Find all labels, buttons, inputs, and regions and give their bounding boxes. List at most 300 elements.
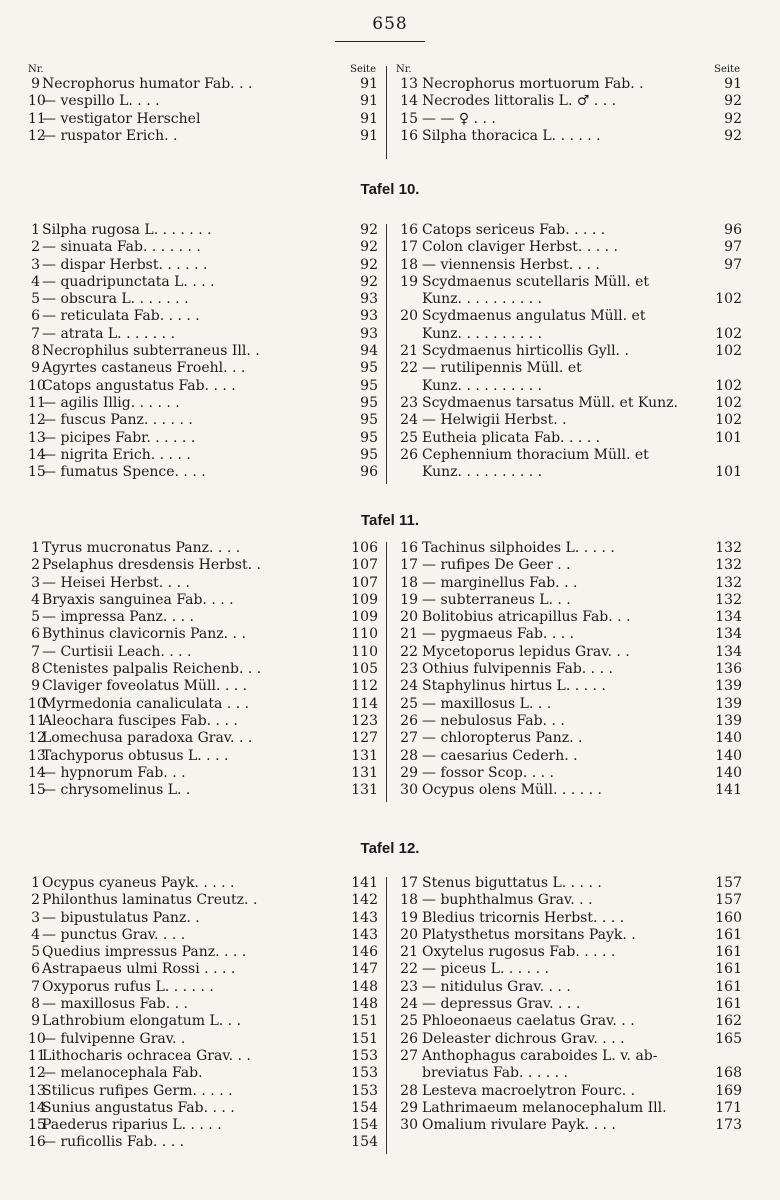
entry-number: 15 [28,464,46,481]
index-entry [28,274,378,291]
entry-page: 114 [351,695,378,712]
entry-name: Necrodes littoralis L. ♂ . . . [422,93,617,110]
entry-page: 141 [351,875,378,891]
entry-page: 95 [360,377,378,394]
entry-number: 27 [400,1047,418,1064]
index-entry [396,343,742,360]
index-entry [396,944,742,961]
index-entry [28,1048,378,1065]
page-number: 658 [372,14,408,34]
entry-page: 140 [715,764,742,781]
entry-number: 9 [31,1013,40,1030]
entry-page: 92 [360,273,378,290]
entry-number: 3 [31,256,40,273]
index-entry [28,1100,378,1117]
entry-page: 110 [351,643,378,660]
index-entry [396,326,742,343]
entry-name: Mycetoporus lepidus Grav. . . [422,643,630,660]
index-entry [396,1013,742,1030]
entry-name: — Helwigii Herbst. . [422,412,567,429]
entry-name: — sinuata Fab. . . . . . . [42,239,201,256]
index-entry [396,961,742,978]
entry-number: 9 [31,678,40,695]
entry-number: 11 [28,110,46,127]
right-column [396,540,742,799]
entry-page: 95 [360,412,378,429]
entry-name: Scydmaenus tarsatus Müll. et Kunz. [422,394,678,411]
entry-page: 161 [715,944,742,961]
entry-name: Pselaphus dresdensis Herbst. . [42,557,261,574]
index-entry [396,748,742,765]
entry-number: 21 [400,343,418,360]
entry-page: 143 [351,926,378,943]
entry-number: 17 [400,557,418,574]
index-entry [28,1065,378,1082]
entry-page: 160 [715,909,742,926]
entry-page: 131 [351,764,378,781]
entry-page: 153 [351,1065,378,1082]
index-entry [28,644,378,661]
index-entry [396,979,742,996]
index-entry [396,93,742,110]
entry-number: 2 [31,892,40,909]
index-entry [28,765,378,782]
index-entry [28,1083,378,1100]
entry-number: 18 [400,892,418,909]
index-entry [28,1134,378,1151]
entry-number: 12 [28,1065,46,1082]
index-entry [396,644,742,661]
entry-page: 161 [715,926,742,943]
index-entry [28,326,378,343]
entry-page: 165 [715,1030,742,1047]
entry-page: 139 [715,678,742,695]
entry-page: 161 [715,996,742,1013]
entry-page: 92 [360,239,378,256]
entry-page: 136 [715,661,742,678]
entry-number: 13 [400,76,418,92]
index-entry [28,540,378,557]
entry-number: 5 [31,609,40,626]
entry-name: — rufipes De Geer . . [422,557,571,574]
entry-name: Colon claviger Herbst. . . . . [422,239,618,256]
entry-name: Necrophorus mortuorum Fab. . [422,76,644,92]
entry-name: — chloropterus Panz. . [422,730,583,747]
entry-number: 25 [400,429,418,446]
entry-page: 107 [351,574,378,591]
index-entry [396,1083,742,1100]
entry-number: 14 [28,446,46,463]
entry-name: — nitidulus Grav. . . . [422,978,571,995]
entry-page: 161 [715,961,742,978]
entry-page: 131 [351,747,378,764]
entry-name: Anthophagus caraboides L. v. ab- [422,1047,658,1064]
entry-number: 15 [28,1117,46,1134]
entry-page: 157 [715,875,742,891]
entry-number: 2 [31,557,40,574]
entry-page: 154 [351,1117,378,1134]
entry-number: 7 [31,325,40,342]
entry-name: — ruficollis Fab. . . . [42,1134,185,1151]
index-entry [396,222,742,239]
entry-number: 12 [28,412,46,429]
index-entry [28,626,378,643]
entry-name: — quadripunctata L. . . . [42,273,215,290]
index-entry [396,875,742,892]
entry-name: — picipes Fabr. . . . . . [42,429,196,446]
index-entry [28,875,378,892]
entry-name: Ocypus olens Müll. . . . . . [422,782,602,799]
entry-page: 93 [360,325,378,342]
page-number-rule [335,41,425,42]
entry-number: 28 [400,747,418,764]
entry-name: Sunius angustatus Fab. . . . [42,1099,235,1116]
index-entry [396,592,742,609]
right-column [396,875,742,1134]
entry-number: 22 [400,643,418,660]
entry-page: 154 [351,1134,378,1151]
entry-number: 29 [400,1099,418,1116]
entry-page: 95 [360,360,378,377]
entry-name: Catops angustatus Fab. . . . [42,377,236,394]
entry-number: 10 [28,377,46,394]
entry-name: Quedius impressus Panz. . . . [42,944,247,961]
entry-name: — maxillosus L. . . [422,695,552,712]
entry-name: Scydmaenus angulatus Müll. et [422,308,646,325]
index-entry [28,782,378,799]
entry-page: 101 [715,429,742,446]
entry-name: — fuscus Panz. . . . . . [42,412,193,429]
entry-page: 142 [351,892,378,909]
entry-name: — reticulata Fab. . . . . [42,308,200,325]
entry-name: Bolitobius atricapillus Fab. . . [422,609,631,626]
index-entry [28,430,378,447]
entry-page: 154 [351,1099,378,1116]
entry-number: 3 [31,574,40,591]
index-entry [28,447,378,464]
entry-page: 169 [715,1082,742,1099]
entry-number: 12 [28,127,46,144]
index-entry [396,910,742,927]
index-entry [396,782,742,799]
entry-number: 16 [28,1134,46,1151]
entry-number: 7 [31,643,40,660]
left-column [28,64,378,145]
index-entry [28,713,378,730]
index-entry [396,308,742,325]
index-entry [396,430,742,447]
entry-page: 153 [351,1047,378,1064]
entry-name: — punctus Grav. . . . [42,926,186,943]
entry-number: 14 [400,93,418,110]
entry-number: 8 [31,996,40,1013]
entry-name: — fossor Scop. . . . [422,764,554,781]
index-entry [396,111,742,128]
entry-name: Tachinus silphoides L. . . . . [422,540,615,556]
entry-page: 95 [360,446,378,463]
entry-name: Oxytelus rugosus Fab. . . . . [422,944,616,961]
index-entry [28,343,378,360]
index-entry [396,575,742,592]
entry-number: 24 [400,412,418,429]
entry-number: 6 [31,308,40,325]
index-entry [28,464,378,481]
index-entry [396,395,742,412]
entry-number: 19 [400,273,418,290]
entry-page: 105 [351,661,378,678]
entry-page: 134 [715,609,742,626]
entry-name: — agilis Illig. . . . . . [42,394,180,411]
entry-number: 26 [400,712,418,729]
index-entry [28,93,378,110]
entry-page: 141 [715,782,742,799]
entry-number: 4 [31,591,40,608]
entry-number: 14 [28,764,46,781]
entry-number: 13 [28,747,46,764]
entry-name: Claviger foveolatus Müll. . . . [42,678,248,695]
entry-page: 151 [351,1013,378,1030]
index-entry [396,626,742,643]
entry-page: 132 [715,557,742,574]
entry-name: — buphthalmus Grav. . . [422,892,593,909]
entry-number: 27 [400,730,418,747]
entry-name: Myrmedonia canaliculata . . . [42,695,250,712]
entry-page: 109 [351,609,378,626]
entry-name: Lesteva macroelytron Fourc. . [422,1082,636,1099]
entry-page: 110 [351,626,378,643]
entry-number: 10 [28,695,46,712]
entry-name: — Heisei Herbst. . . . [42,574,190,591]
entry-page: 140 [715,747,742,764]
entry-name: — atrata L. . . . . . . [42,325,176,342]
index-entry [28,412,378,429]
entry-page: 132 [715,591,742,608]
entry-number: 2 [31,239,40,256]
index-entry [28,111,378,128]
entry-number: 12 [28,730,46,747]
entry-page: 139 [715,712,742,729]
entry-number: 17 [400,239,418,256]
entry-page: 91 [360,76,378,92]
entry-number: 13 [28,429,46,446]
index-entry [396,927,742,944]
entry-page: 101 [715,464,742,481]
entry-number: 21 [400,626,418,643]
entry-name: Omalium rivulare Payk. . . . [422,1117,616,1134]
entry-page: 91 [360,93,378,110]
index-entry [28,592,378,609]
index-entry [396,447,742,464]
entry-page: 92 [724,127,742,144]
index-entry [28,1117,378,1134]
index-entry [28,575,378,592]
entry-name: Aleochara fuscipes Fab. . . . [42,712,238,729]
entry-page: 93 [360,291,378,308]
entry-name: — dispar Herbst. . . . . . [42,256,208,273]
entry-number: 30 [400,782,418,799]
entry-number: 24 [400,996,418,1013]
column-divider [386,877,387,1154]
index-entry [28,944,378,961]
entry-number: 3 [31,909,40,926]
entry-page: 96 [360,464,378,481]
entry-page: 123 [351,712,378,729]
entry-name: — caesarius Cederh. . [422,747,578,764]
entry-name: — subterraneus L. . . [422,591,571,608]
entry-page: 96 [724,222,742,238]
entry-name: — rutilipennis Müll. et [422,360,582,377]
entry-name: Astrapaeus ulmi Rossi . . . . [42,961,236,978]
entry-name: Scydmaenus hirticollis Gyll. . [422,343,629,360]
column-divider [386,224,387,484]
seite-header: Seite [714,64,740,75]
entry-number: 10 [28,93,46,110]
index-entry [28,996,378,1013]
entry-name: — obscura L. . . . . . . [42,291,189,308]
index-entry [396,1031,742,1048]
entry-name: Catops sericeus Fab. . . . . [422,222,606,238]
index-entry [396,128,742,145]
entry-page: 168 [715,1065,742,1082]
entry-name: — — ♀ . . . [422,110,496,127]
index-entry [396,892,742,909]
entry-name: Deleaster dichrous Grav. . . . [422,1030,625,1047]
index-entry [396,730,742,747]
entry-name: breviatus Fab. . . . . . [422,1065,568,1082]
entry-name: Kunz. . . . . . . . . . [422,464,543,481]
entry-page: 112 [351,678,378,695]
entry-number: 5 [31,291,40,308]
index-entry [28,308,378,325]
index-entry [28,1031,378,1048]
index-entry [28,730,378,747]
entry-name: Necrophorus humator Fab. . . [42,76,253,92]
entry-page: 102 [715,412,742,429]
entry-page: 127 [351,730,378,747]
entry-name: Agyrtes castaneus Froehl. . . [42,360,246,377]
tafel-heading: Tafel 10. [360,181,420,198]
column-header [396,64,742,76]
index-entry [28,360,378,377]
entry-page: 131 [351,782,378,799]
entry-page: 102 [715,291,742,308]
entry-name: Bryaxis sanguinea Fab. . . . [42,591,234,608]
entry-number: 6 [31,626,40,643]
entry-name: Lathrobium elongatum L. . . [42,1013,242,1030]
entry-number: 25 [400,695,418,712]
index-entry [396,557,742,574]
entry-number: 26 [400,1030,418,1047]
entry-name: Necrophilus subterraneus Ill. . [42,343,260,360]
entry-name: Ocypus cyaneus Payk. . . . . [42,875,235,891]
entry-page: 92 [360,256,378,273]
entry-page: 92 [360,222,378,238]
index-entry [396,291,742,308]
entry-page: 140 [715,730,742,747]
entry-number: 1 [31,875,40,891]
index-entry [28,696,378,713]
entry-page: 139 [715,695,742,712]
entry-number: 17 [400,875,418,891]
entry-number: 25 [400,1013,418,1030]
entry-page: 134 [715,643,742,660]
index-entry [28,257,378,274]
entry-name: — nebulosus Fab. . . [422,712,565,729]
left-column [28,222,378,481]
entry-page: 102 [715,394,742,411]
index-entry [396,412,742,429]
entry-number: 15 [400,110,418,127]
entry-name: Platysthetus morsitans Payk. . [422,926,636,943]
entry-name: Tyrus mucronatus Panz. . . . [42,540,241,556]
entry-number: 18 [400,256,418,273]
index-entry [396,378,742,395]
tafel-heading: Tafel 11. [360,512,420,529]
entry-page: 147 [351,961,378,978]
entry-name: Cephennium thoracium Müll. et [422,446,649,463]
entry-name: Ctenistes palpalis Reichenb. . . [42,661,262,678]
entry-number: 9 [31,360,40,377]
entry-number: 8 [31,661,40,678]
entry-page: 173 [715,1117,742,1134]
entry-number: 15 [28,782,46,799]
entry-number: 16 [400,222,418,238]
index-entry [28,222,378,239]
index-entry [28,927,378,944]
entry-name: — melanocephala Fab. [42,1065,203,1082]
entry-page: 94 [360,343,378,360]
entry-name: — pygmaeus Fab. . . . [422,626,575,643]
entry-number: 16 [400,127,418,144]
entry-name: — fulvipenne Grav. . [42,1030,186,1047]
column-header [28,64,378,76]
index-entry [396,713,742,730]
entry-number: 7 [31,978,40,995]
entry-page: 102 [715,325,742,342]
entry-name: Stenus biguttatus L. . . . . [422,875,602,891]
entry-name: Kunz. . . . . . . . . . [422,377,543,394]
entry-page: 148 [351,996,378,1013]
entry-number: 8 [31,343,40,360]
entry-page: 91 [360,110,378,127]
entry-name: Bledius tricornis Herbst. . . . [422,909,625,926]
index-entry [396,1100,742,1117]
entry-number: 20 [400,308,418,325]
entry-number: 6 [31,961,40,978]
entry-name: — piceus L. . . . . . [422,961,549,978]
entry-page: 93 [360,308,378,325]
entry-number: 11 [28,1047,46,1064]
entry-number: 11 [28,394,46,411]
entry-page: 106 [351,540,378,556]
entry-number: 20 [400,926,418,943]
index-entry [28,609,378,626]
entry-number: 9 [31,76,40,92]
entry-page: 153 [351,1082,378,1099]
index-entry [396,360,742,377]
entry-number: 1 [31,540,40,556]
entry-number: 11 [28,712,46,729]
index-entry [28,291,378,308]
entry-name: — depressus Grav. . . . [422,996,581,1013]
entry-page: 151 [351,1030,378,1047]
entry-number: 23 [400,661,418,678]
entry-number: 29 [400,764,418,781]
entry-number: 23 [400,978,418,995]
entry-page: 157 [715,892,742,909]
entry-page: 148 [351,978,378,995]
nr-header: Nr. [396,64,412,75]
